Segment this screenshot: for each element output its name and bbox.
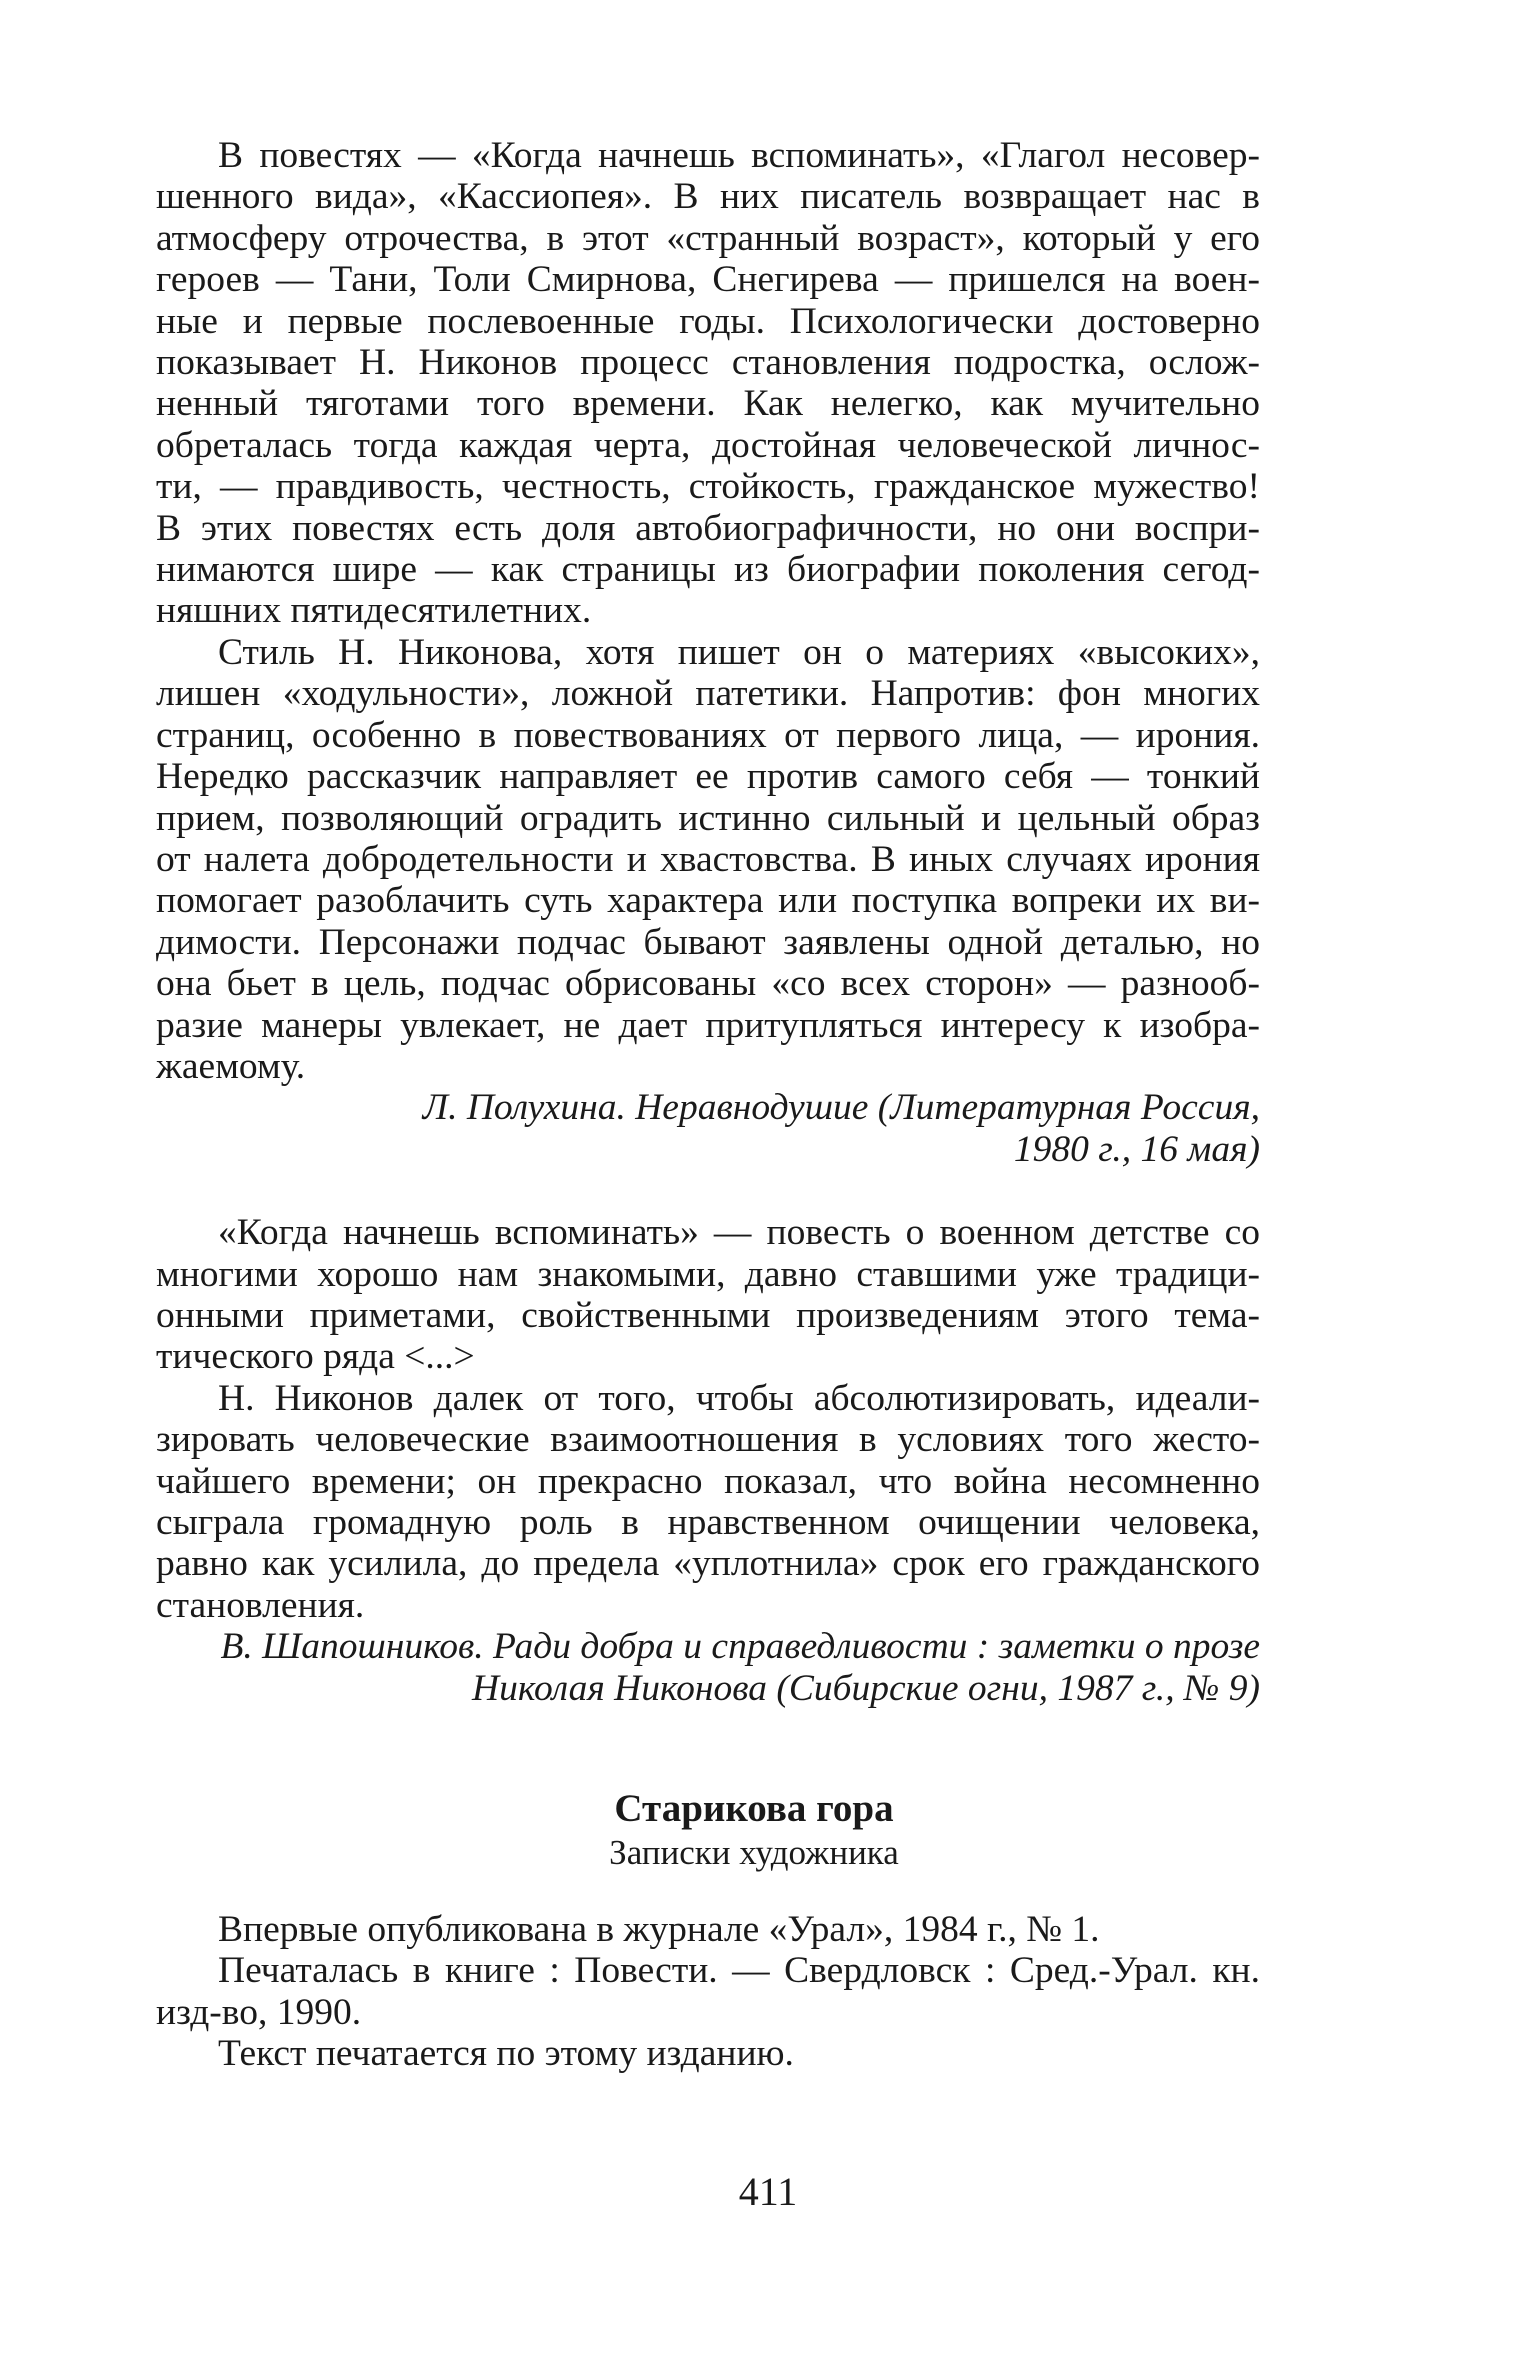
citation-line: Николая Никонова (Сибирские огни, 1987 г., № 9) bbox=[472, 1667, 1260, 1709]
text-line: страниц, особенно в повествованиях от первого лица, — ирония. bbox=[156, 714, 1260, 756]
section-subtitle: Записки художника bbox=[609, 1833, 899, 1873]
text-line: изд-во, 1990. bbox=[156, 1991, 362, 2033]
text-line: ти, — правдивость, честность, стойкость, гражданское мужество! bbox=[156, 466, 1260, 508]
section-paragraph-1 bbox=[156, 1909, 1260, 1950]
page-number: 411 bbox=[738, 2169, 798, 2214]
review2-citation bbox=[156, 1626, 1260, 1709]
text-line: помогает разоблачить суть характера или поступка вопреки их ви- bbox=[156, 880, 1260, 922]
section-title: Старикова гора bbox=[614, 1787, 894, 1831]
citation-line: В. Шапошников. Ради добра и справедливости : заметки о прозе bbox=[220, 1626, 1260, 1668]
text-line: онными приметами, свойственными произведениям этого тема- bbox=[156, 1294, 1260, 1336]
text-line: жаемому. bbox=[156, 1045, 306, 1087]
text-line: «Когда начнешь вспоминать» — повесть о военном детстве со bbox=[218, 1212, 1260, 1254]
text-line: шенного вида», «Кассиопея». В них писатель возвращает нас в bbox=[156, 176, 1260, 218]
text-line: Печаталась в книге : Повести. — Свердловск : Сред.-Урал. кн. bbox=[218, 1950, 1260, 1992]
review2-paragraph-1 bbox=[156, 1212, 1260, 1378]
text-line: Н. Никонов далек от того, чтобы абсолютизировать, идеали- bbox=[218, 1377, 1260, 1419]
citation-line: Л. Полухина. Неравнодушие (Литературная Россия, bbox=[422, 1087, 1260, 1129]
text-line: димости. Персонажи подчас бывают заявлены одной деталью, но bbox=[156, 921, 1260, 963]
text-line: В повестях — «Когда начнешь вспоминать», «Глагол несовер- bbox=[218, 135, 1260, 176]
review1-paragraph-1 bbox=[156, 135, 1260, 632]
text-line: показывает Н. Никонов процесс становления подростка, ослож- bbox=[156, 342, 1260, 384]
text-line: нимаются шире — как страницы из биографии поколения сегод- bbox=[156, 549, 1260, 591]
text-line: Стиль Н. Никонова, хотя пишет он о материях «высоких», bbox=[218, 631, 1260, 673]
text-line: многими хорошо нам знакомыми, давно ставшими уже традици- bbox=[156, 1253, 1260, 1295]
text-line: Нередко рассказчик направляет ее против самого себя — тонкий bbox=[156, 756, 1260, 798]
citation-line: 1980 г., 16 мая) bbox=[1013, 1128, 1260, 1170]
spacer bbox=[156, 1170, 1260, 1212]
spacer bbox=[156, 1873, 1260, 1909]
section-paragraph-2 bbox=[156, 1950, 1260, 2033]
text-line: прием, позволяющий оградить истинно сильный и цельный образ bbox=[156, 797, 1260, 839]
text-line: лишен «ходульности», ложной патетики. Напротив: фон многих bbox=[156, 673, 1260, 715]
text-line: чайшего времени; он прекрасно показал, что война несомненно bbox=[156, 1460, 1260, 1502]
text-line: ненный тяготами того времени. Как нелегко, как мучительно bbox=[156, 383, 1260, 425]
review1-citation bbox=[156, 1087, 1260, 1170]
text-line: Текст печатается по этому изданию. bbox=[218, 2033, 794, 2075]
page-body bbox=[156, 135, 1260, 2075]
text-line: разие манеры увлекает, не дает притупляться интересу к изобра- bbox=[156, 1004, 1260, 1046]
text-line: она бьет в цель, подчас обрисованы «со всех сторон» — разнооб- bbox=[156, 963, 1260, 1005]
section-paragraph-3 bbox=[156, 2033, 1260, 2074]
text-line: зировать человеческие взаимоотношения в условиях того жесто- bbox=[156, 1419, 1260, 1461]
text-line: становления. bbox=[156, 1584, 365, 1626]
text-line: от налета добродетельности и хвастовства. В иных случаях ирония bbox=[156, 838, 1260, 880]
text-line: героев — Тани, Толи Смирнова, Снегирева — пришелся на воен- bbox=[156, 259, 1260, 301]
text-line: ные и первые послевоенные годы. Психологически достоверно bbox=[156, 300, 1260, 342]
review1-paragraph-2 bbox=[156, 632, 1260, 1087]
text-line: обреталась тогда каждая черта, достойная человеческой личнос- bbox=[156, 424, 1260, 466]
text-line: тического ряда <...> bbox=[156, 1336, 475, 1378]
text-line: атмосферу отрочества, в этот «странный возраст», который у его bbox=[156, 217, 1260, 259]
text-line: В этих повестях есть доля автобиографичности, но они воспри- bbox=[156, 507, 1260, 549]
text-line: няшних пятидесятилетних. bbox=[156, 590, 592, 632]
text-line: сыграла громадную роль в нравственном очищении человека, bbox=[156, 1502, 1260, 1543]
text-line: равно как усилила, до предела «уплотнила» срок его гражданского bbox=[156, 1543, 1260, 1585]
review2-paragraph-2 bbox=[156, 1378, 1260, 1626]
text-line: Впервые опубликована в журнале «Урал», 1984 г., № 1. bbox=[218, 1909, 1100, 1951]
spacer bbox=[156, 1709, 1260, 1787]
